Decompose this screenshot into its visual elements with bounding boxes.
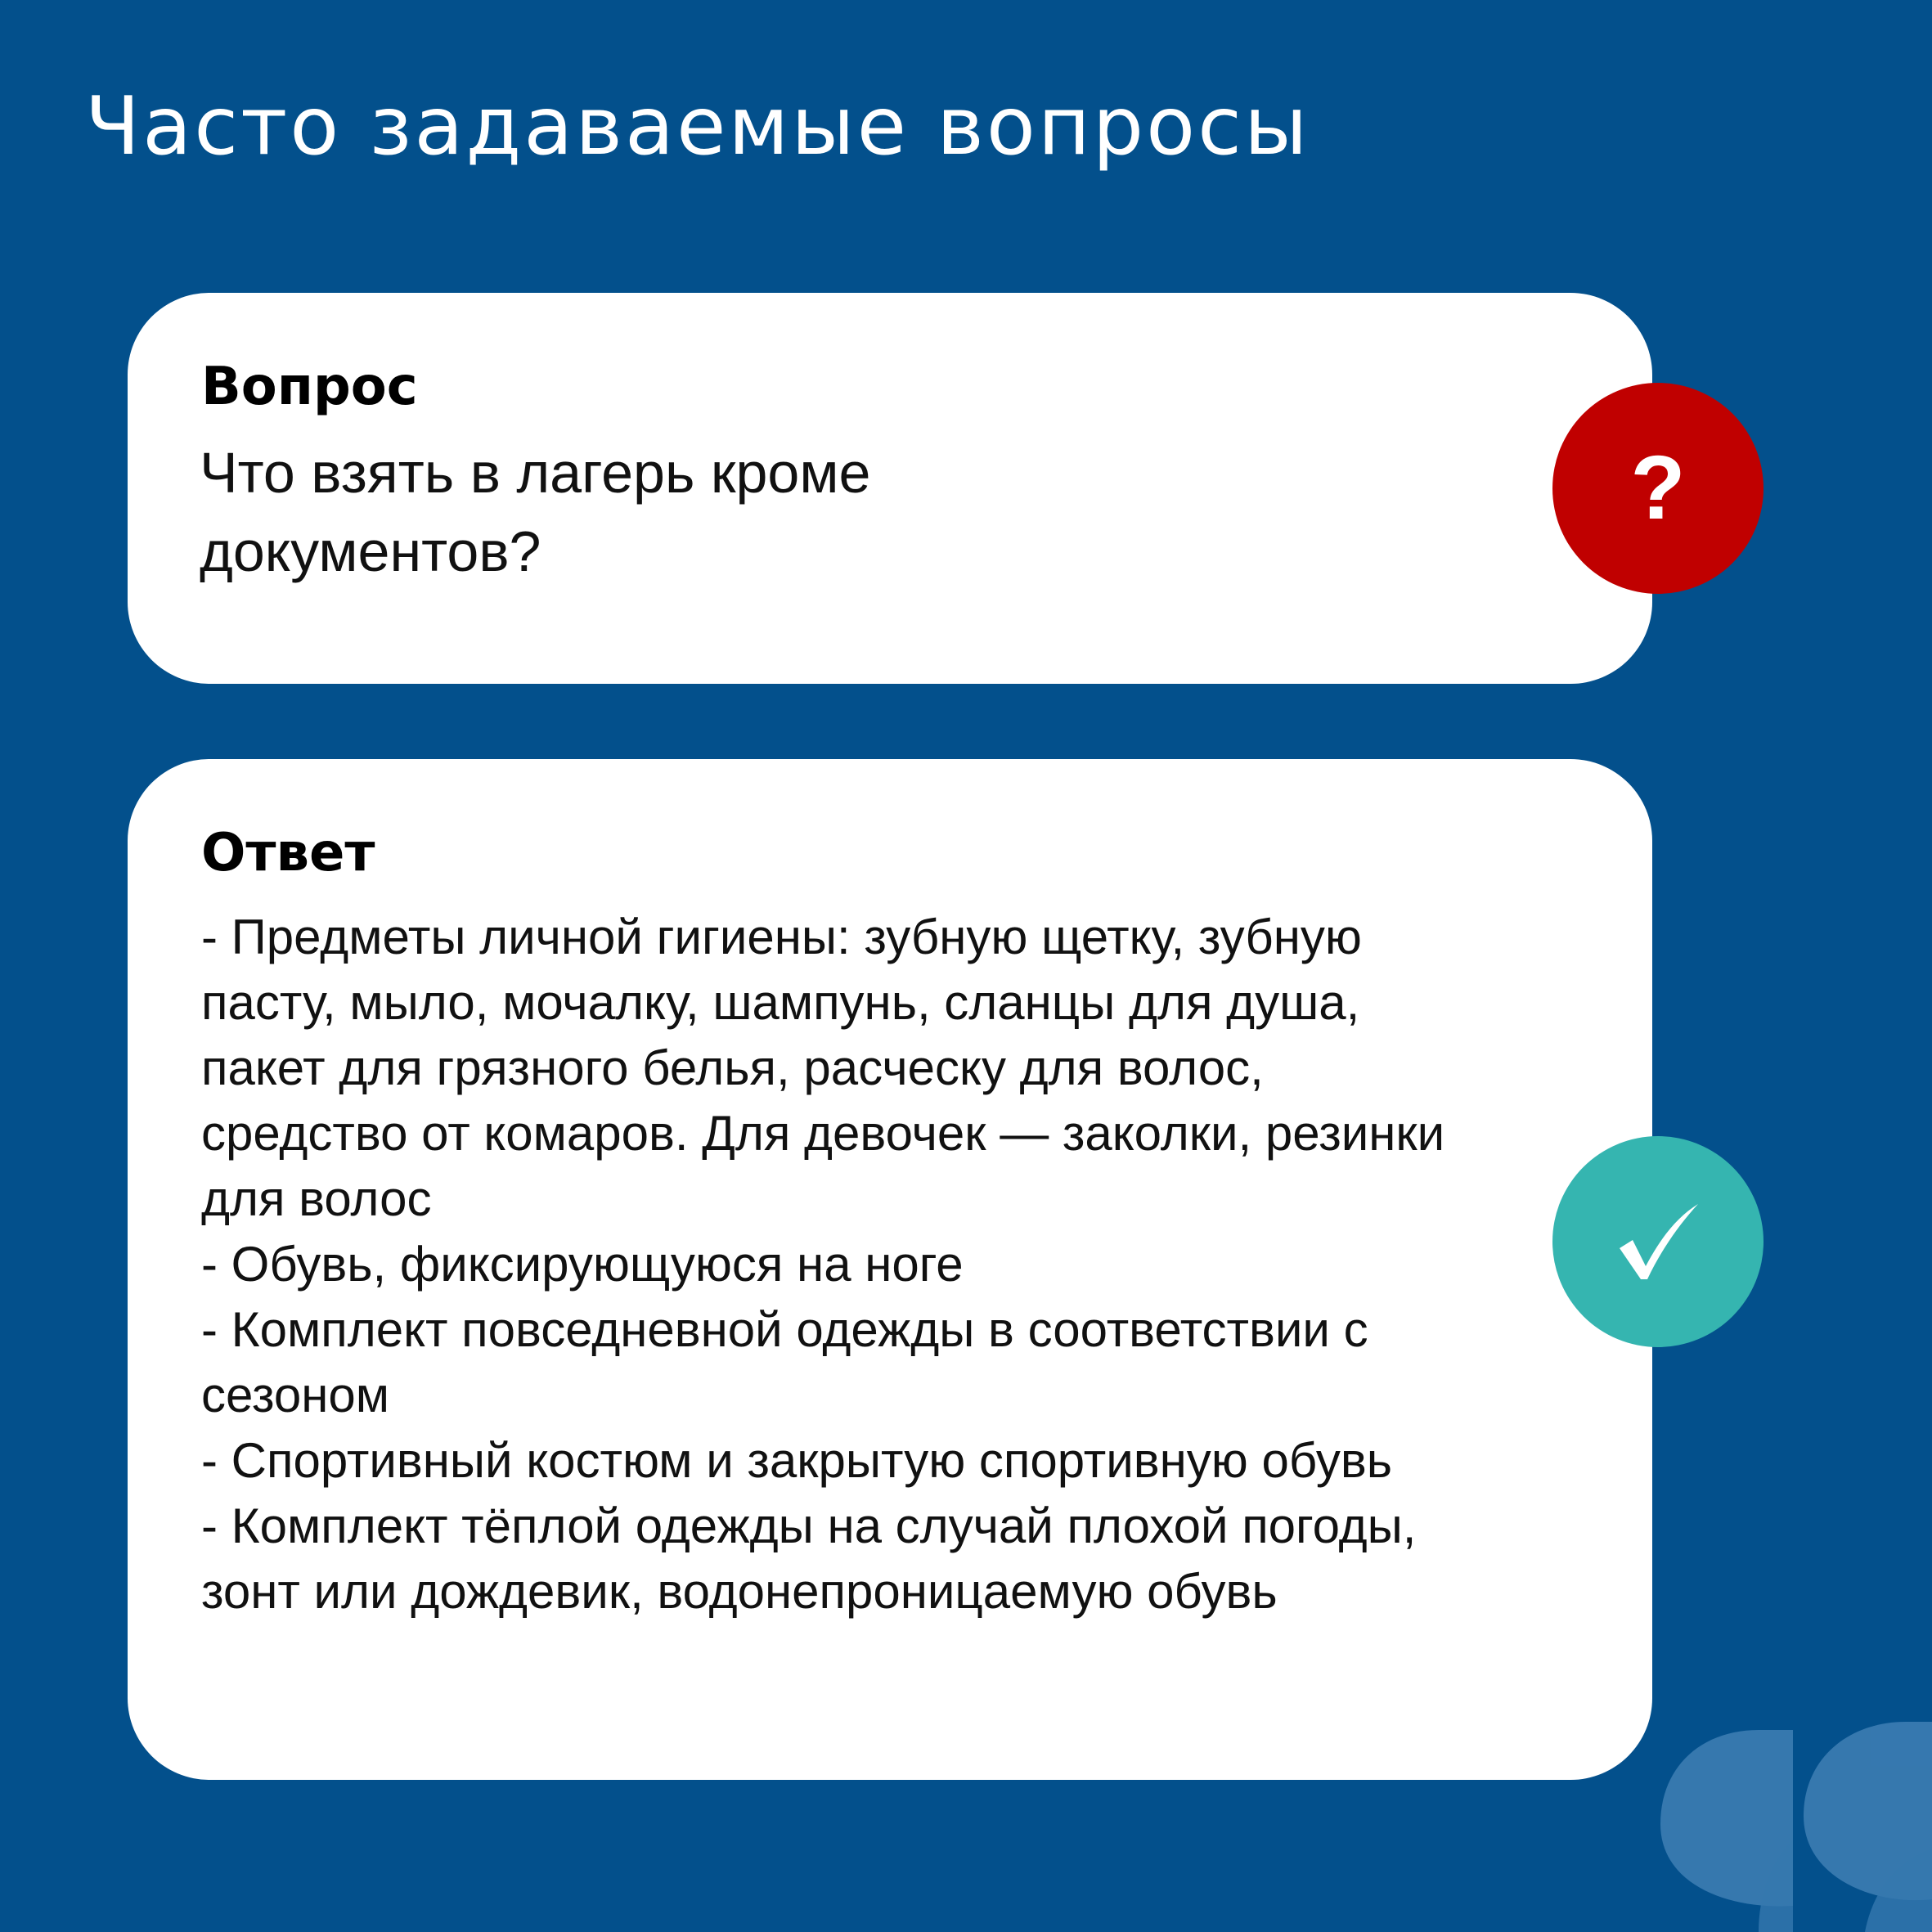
answer-line: для волос (201, 1171, 432, 1226)
answer-line: зонт или дождевик, водонепроницаемую обувь (201, 1564, 1278, 1619)
answer-line: - Обувь, фиксирующуюся на ноге (201, 1237, 964, 1292)
answer-line: - Предметы личной гигиены: зубную щетку, зубную (201, 910, 1362, 964)
answer-heading: Ответ (201, 823, 375, 883)
answer-card (128, 759, 1652, 1780)
answer-line: - Спортивный костюм и закрытую спортивную обувь (201, 1433, 1392, 1488)
question-line: документов? (200, 519, 541, 583)
page-title: Часто задаваемые вопросы (85, 80, 1310, 173)
check-badge (1552, 1136, 1764, 1347)
answer-line: пакет для грязного белья, расческу для волос, (201, 1040, 1264, 1095)
answer-text (201, 905, 1445, 1624)
question-mark-badge (1552, 383, 1764, 594)
question-card (128, 293, 1652, 684)
answer-line: пасту, мыло, мочалку, шампунь, сланцы для душа, (201, 975, 1360, 1030)
question-text (200, 434, 1018, 591)
checkmark-icon (1613, 1201, 1703, 1283)
question-mark-icon: ? (1630, 438, 1686, 538)
answer-line: - Комплект тёплой одежды на случай плохой погоды, (201, 1498, 1417, 1553)
question-line: Что взять в лагерь кроме (200, 441, 871, 505)
answer-line: сезоном (201, 1368, 390, 1422)
question-heading: Вопрос (201, 357, 418, 417)
decorative-logo-shape (1652, 1685, 1932, 1932)
answer-line: - Комплект повседневной одежды в соответствии с (201, 1302, 1368, 1357)
answer-line: средство от комаров. Для девочек — заколки, резинки (201, 1106, 1445, 1161)
